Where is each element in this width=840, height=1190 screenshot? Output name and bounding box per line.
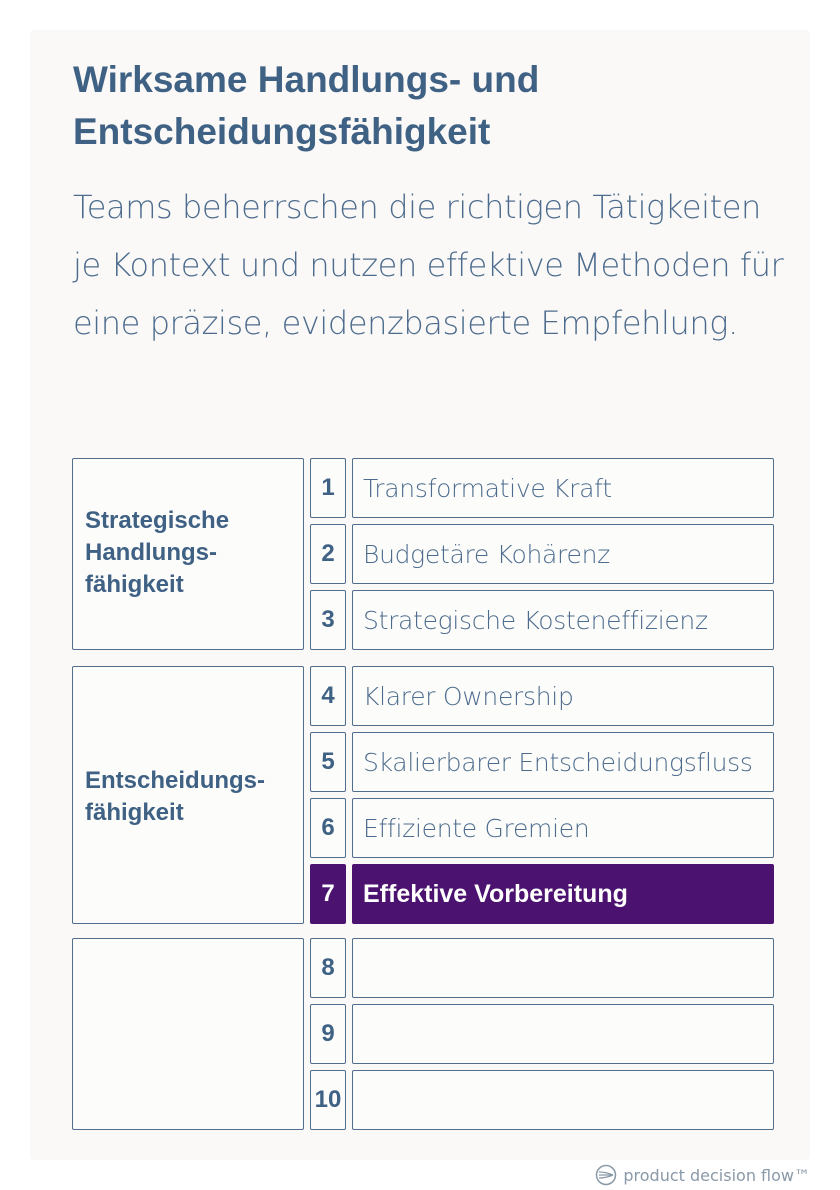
item-number: 9 (310, 1004, 346, 1064)
category-label-strategic: Strategische Handlungs- fähigkeit (85, 507, 230, 598)
item-label (352, 1070, 774, 1130)
item-label: Skalierbarer Entscheidungsfluss (352, 732, 774, 792)
footer-brand (595, 1164, 810, 1186)
item-label-active: Effektive Vorbereitung (352, 864, 774, 924)
page-subtitle: Teams beherrschen die richtigen Tätigkeiten je Kontext und nutzen effektive Methoden für eine präzise, evidenzbasierte Empfehlung. (73, 188, 784, 342)
item-label: Transformative Kraft (352, 458, 774, 518)
footer-brand-text: product decision flow™ (623, 1165, 810, 1185)
item-label: Budgetäre Kohärenz (352, 524, 774, 584)
item-number: 10 (310, 1070, 346, 1130)
item-number: 1 (310, 458, 346, 518)
item-label (352, 1004, 774, 1064)
category-box-empty (72, 938, 304, 1130)
item-label: Klarer Ownership (352, 666, 774, 726)
category-label-decision: Entscheidungs- fähigkeit (85, 767, 266, 826)
item-number: 8 (310, 938, 346, 998)
category-box-strategic (72, 458, 304, 650)
item-number: 5 (310, 732, 346, 792)
category-box-decision (72, 666, 304, 924)
item-number: 4 (310, 666, 346, 726)
item-label: Effiziente Gremien (352, 798, 774, 858)
item-number: 6 (310, 798, 346, 858)
item-number: 3 (310, 590, 346, 650)
flow-logo-icon (595, 1164, 617, 1186)
item-label: Strategische Kosteneffizienz (352, 590, 774, 650)
item-number: 2 (310, 524, 346, 584)
item-number-active: 7 (310, 864, 346, 924)
page-title: Wirksame Handlungs- und Entscheidungsfähigkeit (73, 59, 540, 152)
item-label (352, 938, 774, 998)
